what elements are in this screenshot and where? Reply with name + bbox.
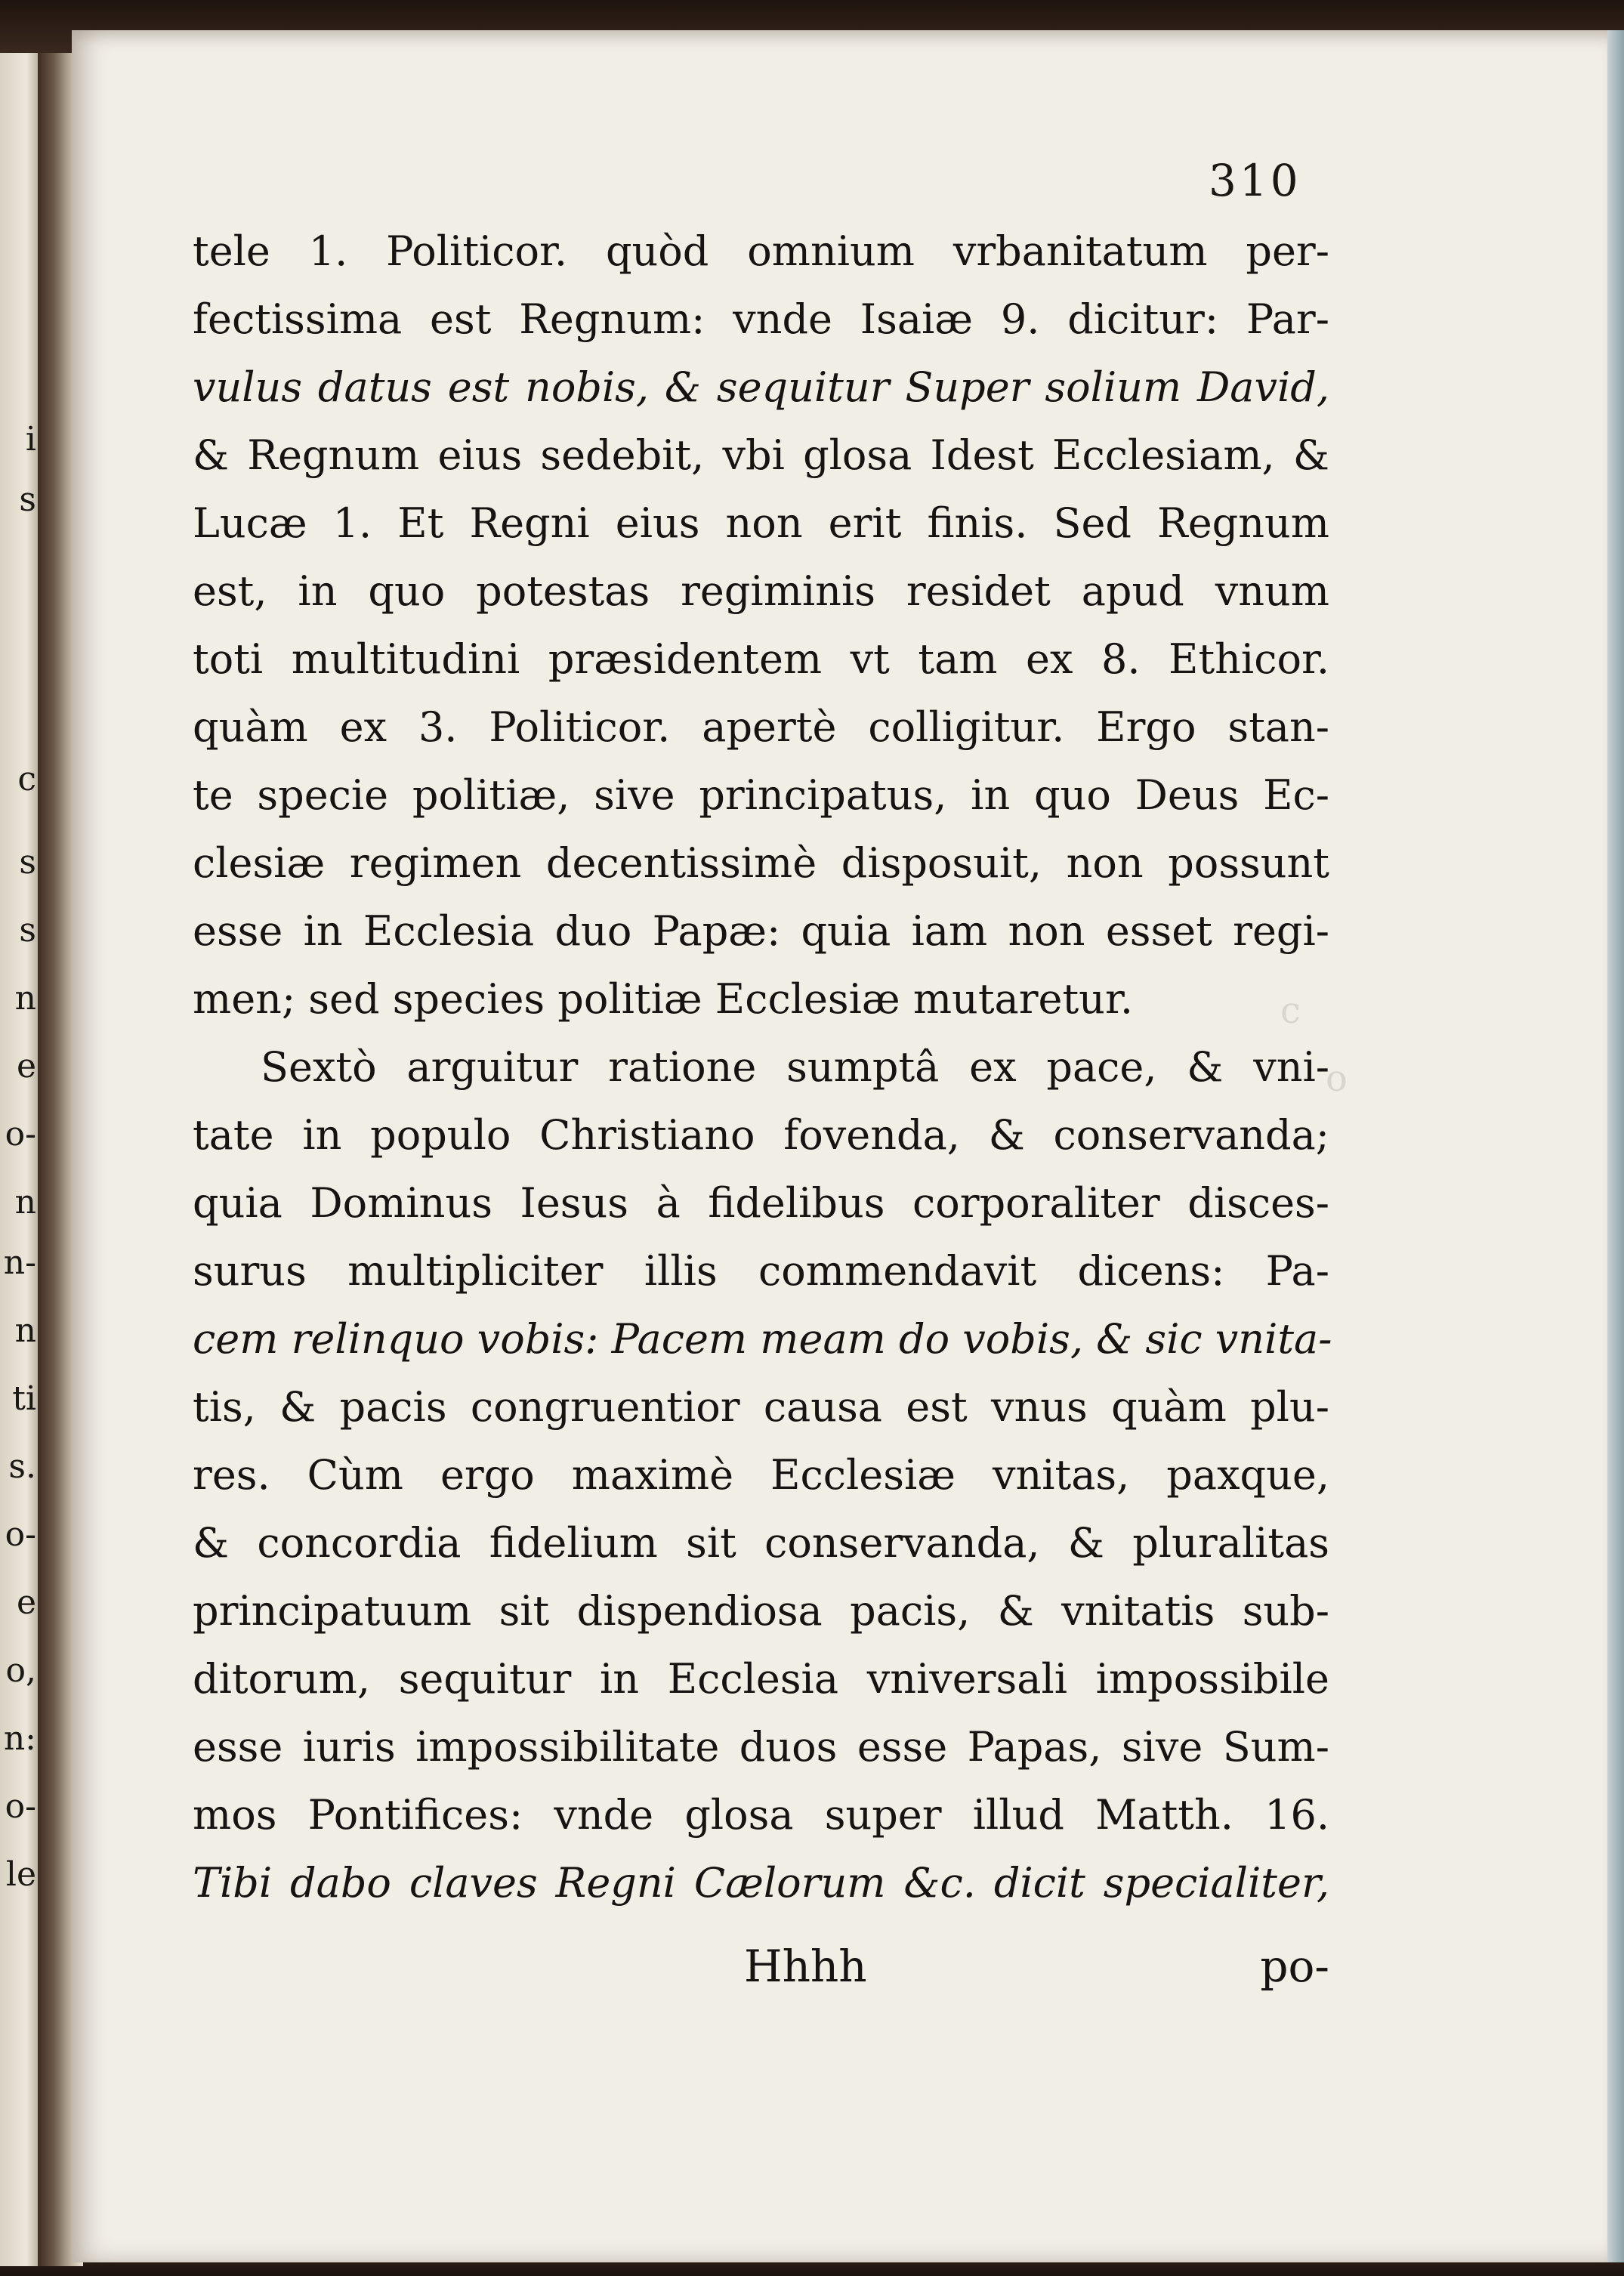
text-line: toti multitudini præsidentem vt tam ex 8. Ethicor. <box>193 635 1329 683</box>
facing-page-fragment: n <box>14 1183 36 1221</box>
text-line: quàm ex 3. Politicor. apertè colligitur. Ergo stan- <box>193 703 1329 751</box>
facing-page-fragment: o, <box>5 1651 36 1690</box>
facing-page-fragment: ti <box>12 1379 36 1418</box>
facing-page-fragment: o- <box>5 1115 36 1153</box>
facing-page-fragment: i <box>25 420 36 459</box>
text-line: te specie politiæ, sive principatus, in quo Deus Ec- <box>193 771 1329 819</box>
body-text <box>193 218 1332 1917</box>
facing-page-fragment: s <box>19 480 36 519</box>
facing-page-fragment: o- <box>5 1515 36 1554</box>
facing-page-fragment: le <box>5 1855 36 1894</box>
text-line: tate in populo Christiano fovenda, & conservanda; <box>193 1111 1329 1159</box>
text-line: cem relinquo vobis: Pacem meam do vobis, & sic vnita- <box>193 1315 1332 1363</box>
text-line: surus multipliciter illis commendavit dicens: Pa- <box>193 1247 1329 1295</box>
facing-page-edge <box>0 53 38 2266</box>
facing-page-fragment: n <box>14 1311 36 1350</box>
facing-page-fragment: e <box>16 1047 36 1086</box>
text-line: tele 1. Politicor. quòd omnium vrbanitatum per- <box>193 227 1329 275</box>
page-fore-edge <box>1607 30 1624 2262</box>
text-line: & concordia fidelium sit conservanda, & pluralitas <box>193 1519 1329 1567</box>
catchword: po- <box>1260 1941 1329 1992</box>
facing-page-fragment: s <box>19 843 36 882</box>
signature-mark: Hhhh <box>744 1941 867 1992</box>
text-line: fectissima est Regnum: vnde Isaiæ 9. dicitur: Par- <box>193 295 1329 343</box>
facing-page-fragment: s. <box>8 1447 36 1486</box>
text-line: mos Pontifices: vnde glosa super illud Matth. 16. <box>193 1791 1329 1839</box>
facing-page-fragment: e <box>16 1583 36 1622</box>
text-line: principatuum sit dispendiosa pacis, & vnitatis sub- <box>193 1587 1329 1635</box>
text-line: & Regnum eius sedebit, vbi glosa Idest Ecclesiam, & <box>193 431 1329 479</box>
facing-page-fragment: o- <box>5 1787 36 1826</box>
text-line: Lucæ 1. Et Regni eius non erit finis. Sed Regnum <box>193 499 1329 547</box>
text-line: clesiæ regimen decentissimè disposuit, non possunt <box>193 839 1329 887</box>
bleed-through-mark: c <box>1280 990 1301 1032</box>
page <box>72 30 1613 2262</box>
facing-page-fragment: n <box>14 979 36 1018</box>
text-line: ditorum, sequitur in Ecclesia vniversali impossibile <box>193 1655 1329 1703</box>
facing-page-fragment: n- <box>3 1243 36 1282</box>
facing-page-fragment: c <box>17 760 36 798</box>
text-line: tis, & pacis congruentior causa est vnus quàm plu- <box>193 1383 1329 1431</box>
text-line: men; sed species politiæ Ecclesiæ mutaretur. <box>193 975 1134 1023</box>
text-line: est, in quo potestas regiminis residet apud vnum <box>193 567 1329 615</box>
text-line: esse iuris impossibilitate duos esse Papas, sive Sum- <box>193 1723 1329 1771</box>
text-line: Tibi dabo claves Regni Cælorum &c. dicit specialiter, <box>193 1859 1329 1907</box>
text-line: res. Cùm ergo maximè Ecclesiæ vnitas, paxque, <box>193 1451 1329 1499</box>
bleed-through-mark: o <box>1326 1058 1348 1100</box>
facing-page-fragment: n: <box>3 1719 36 1758</box>
text-line: vulus datus est nobis, & sequitur Super solium David, <box>193 363 1329 411</box>
text-line: esse in Ecclesia duo Papæ: quia iam non esset regi- <box>193 907 1329 955</box>
page-footer <box>193 1932 1329 2000</box>
page-number: 310 <box>1209 155 1301 206</box>
facing-page-fragment: s <box>19 911 36 950</box>
text-line: Sextò arguitur ratione sumptâ ex pace, & vni- <box>261 1043 1329 1091</box>
text-line: quia Dominus Iesus à fidelibus corporaliter disces- <box>193 1179 1329 1227</box>
